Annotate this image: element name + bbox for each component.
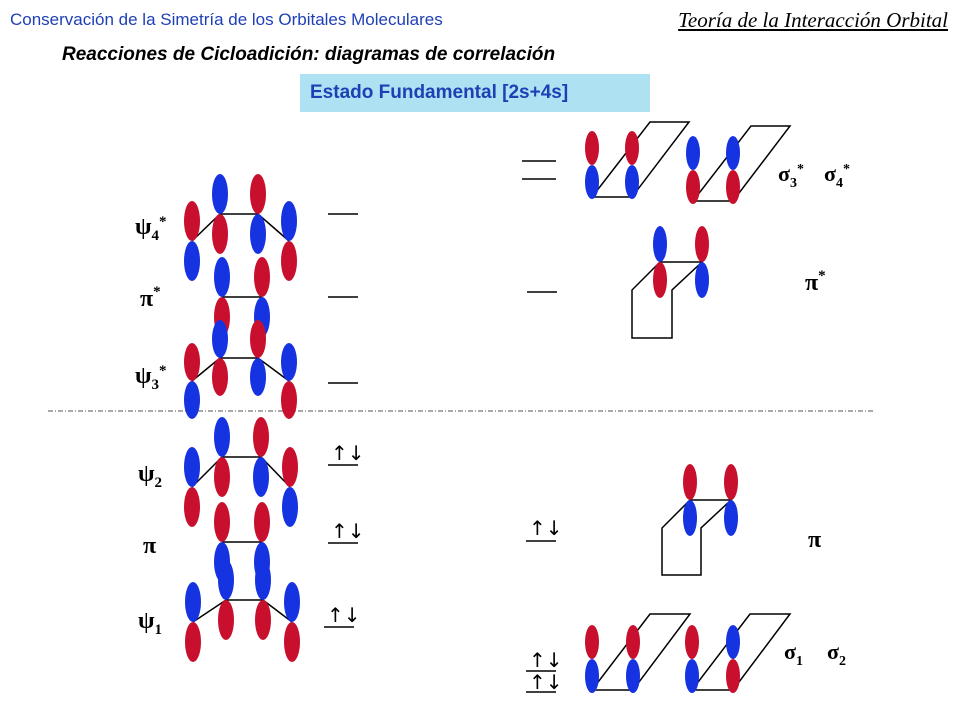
lobe-top bbox=[212, 320, 228, 358]
orbital-lobes bbox=[184, 131, 740, 693]
lobe-bottom bbox=[695, 262, 709, 298]
lobe-top bbox=[212, 174, 228, 214]
lobe-top bbox=[184, 447, 200, 487]
lobe-top bbox=[724, 464, 738, 500]
lobe-top bbox=[282, 447, 298, 487]
lobe-bottom bbox=[724, 500, 738, 536]
product-energy-levels bbox=[522, 161, 557, 692]
lobe-top bbox=[685, 625, 699, 659]
lobe-bottom bbox=[212, 358, 228, 396]
lobe-bottom bbox=[185, 622, 201, 662]
lobe-bottom bbox=[184, 381, 200, 419]
label-psi4-star: $\psi_4^*$ bbox=[135, 214, 167, 244]
skeleton-pi-product bbox=[662, 500, 731, 575]
label-pi-product: π bbox=[808, 527, 822, 553]
lobe-pair-s3-c1 bbox=[585, 131, 599, 199]
label-psi2: $\psi_2$ bbox=[138, 461, 163, 491]
reactant-energy-levels bbox=[324, 214, 358, 627]
lobe-bottom bbox=[686, 170, 700, 204]
diagram-subtitle: Reacciones de Cicloadición: diagramas de correlación bbox=[62, 44, 556, 65]
state-label-box: Estado Fundamental [2s+4s] bbox=[300, 74, 650, 112]
skeleton-psi4-star bbox=[192, 214, 289, 241]
lobe-top bbox=[726, 625, 740, 659]
label-psi1: $\psi_1$ bbox=[138, 608, 163, 638]
electrons-pi: ↑↓ bbox=[331, 519, 365, 543]
lobe-bottom bbox=[626, 659, 640, 693]
skeleton-sigma3-star bbox=[592, 122, 689, 197]
label-psi3-star: $\psi_3^*$ bbox=[135, 363, 167, 393]
lobe-bottom bbox=[726, 170, 740, 204]
lobe-pair-s3-c2 bbox=[625, 131, 639, 199]
lobe-bottom bbox=[214, 457, 230, 497]
label-pi-star: π* bbox=[140, 284, 161, 312]
skeleton-psi1 bbox=[193, 600, 292, 622]
lobe-top bbox=[254, 257, 270, 297]
lobe-top bbox=[253, 417, 269, 457]
lobe-bottom bbox=[250, 214, 266, 254]
lobe-top bbox=[281, 201, 297, 241]
lobe-pair-s2-c2 bbox=[726, 625, 740, 693]
lobe-pair-s1-c2 bbox=[626, 625, 640, 693]
lobe-pair-psi1-c1 bbox=[185, 582, 201, 662]
label-pi-star-product: π* bbox=[805, 268, 826, 296]
lobe-top bbox=[626, 625, 640, 659]
lobe-bottom bbox=[282, 487, 298, 527]
lobe-top bbox=[695, 226, 709, 262]
lobe-top bbox=[184, 201, 200, 241]
lobe-bottom bbox=[184, 241, 200, 281]
lobe-bottom bbox=[212, 214, 228, 254]
lobe-pair-psi3-c1 bbox=[184, 343, 200, 419]
lobe-top bbox=[585, 625, 599, 659]
label-pi: π bbox=[143, 533, 157, 559]
lobe-top bbox=[184, 343, 200, 381]
label-sigma1: $\sigma_1$ bbox=[784, 639, 803, 669]
lobe-top bbox=[214, 417, 230, 457]
lobe-bottom bbox=[625, 165, 639, 199]
lobe-bottom bbox=[253, 457, 269, 497]
electrons-pi-product: ↑↓ bbox=[529, 516, 563, 540]
skeleton-pi-star-product bbox=[632, 262, 702, 338]
lobe-top bbox=[255, 560, 271, 600]
lobe-bottom bbox=[726, 659, 740, 693]
lobe-pair-psi3-c4 bbox=[281, 343, 297, 419]
lobe-top bbox=[254, 502, 270, 542]
skeleton-psi2 bbox=[192, 457, 290, 487]
lobe-bottom bbox=[685, 659, 699, 693]
lobe-bottom bbox=[284, 622, 300, 662]
label-sigma2: $\sigma_2$ bbox=[827, 639, 846, 669]
reactant-skeletons bbox=[192, 214, 292, 622]
header-left-title: Conservación de la Simetría de los Orbitales Moleculares bbox=[10, 10, 443, 29]
lobe-bottom bbox=[585, 165, 599, 199]
skeleton-psi3-star bbox=[192, 358, 289, 381]
skeleton-sigma4-star bbox=[693, 126, 790, 201]
label-sigma4-star: $\sigma_4^*$ bbox=[824, 161, 850, 191]
lobe-bottom bbox=[184, 487, 200, 527]
lobe-bottom bbox=[218, 600, 234, 640]
lobe-top bbox=[585, 131, 599, 165]
lobe-top bbox=[281, 343, 297, 381]
electrons-sigma2: ↑↓ bbox=[529, 670, 563, 694]
lobe-top bbox=[284, 582, 300, 622]
lobe-pair-psi4-c4 bbox=[281, 201, 297, 281]
lobe-bottom bbox=[585, 659, 599, 693]
lobe-top bbox=[250, 320, 266, 358]
lobe-bottom bbox=[653, 262, 667, 298]
electrons-psi1: ↑↓ bbox=[327, 603, 361, 627]
lobe-bottom bbox=[255, 600, 271, 640]
product-skeletons bbox=[592, 122, 790, 690]
lobe-top bbox=[653, 226, 667, 262]
lobe-pair-psi1-c4 bbox=[284, 582, 300, 662]
label-sigma3-star: $\sigma_3^*$ bbox=[778, 161, 804, 191]
lobe-top bbox=[185, 582, 201, 622]
electrons-psi2: ↑↓ bbox=[331, 441, 365, 465]
lobe-bottom bbox=[281, 241, 297, 281]
lobe-pair-psi2-c4 bbox=[282, 447, 298, 527]
lobe-top bbox=[625, 131, 639, 165]
header-right-title: Teoría de la Interacción Orbital bbox=[678, 8, 948, 32]
electrons-sigma1: ↑↓ bbox=[529, 648, 563, 672]
lobe-pair-s1-c1 bbox=[585, 625, 599, 693]
lobe-top bbox=[683, 464, 697, 500]
lobe-pair-psi4-c1 bbox=[184, 201, 200, 281]
lobe-pair-s4-c2 bbox=[726, 136, 740, 204]
lobe-pair-s4-c1 bbox=[686, 136, 700, 204]
lobe-top bbox=[214, 502, 230, 542]
lobe-top bbox=[214, 257, 230, 297]
lobe-top bbox=[250, 174, 266, 214]
lobe-top bbox=[726, 136, 740, 170]
skeleton-sigma2 bbox=[692, 614, 790, 690]
lobe-pair-psi2-c1 bbox=[184, 447, 200, 527]
lobe-bottom bbox=[281, 381, 297, 419]
lobe-pair-s2-c1 bbox=[685, 625, 699, 693]
lobe-bottom bbox=[250, 358, 266, 396]
lobe-top bbox=[218, 560, 234, 600]
lobe-bottom bbox=[683, 500, 697, 536]
skeleton-sigma1 bbox=[592, 614, 690, 690]
lobe-top bbox=[686, 136, 700, 170]
